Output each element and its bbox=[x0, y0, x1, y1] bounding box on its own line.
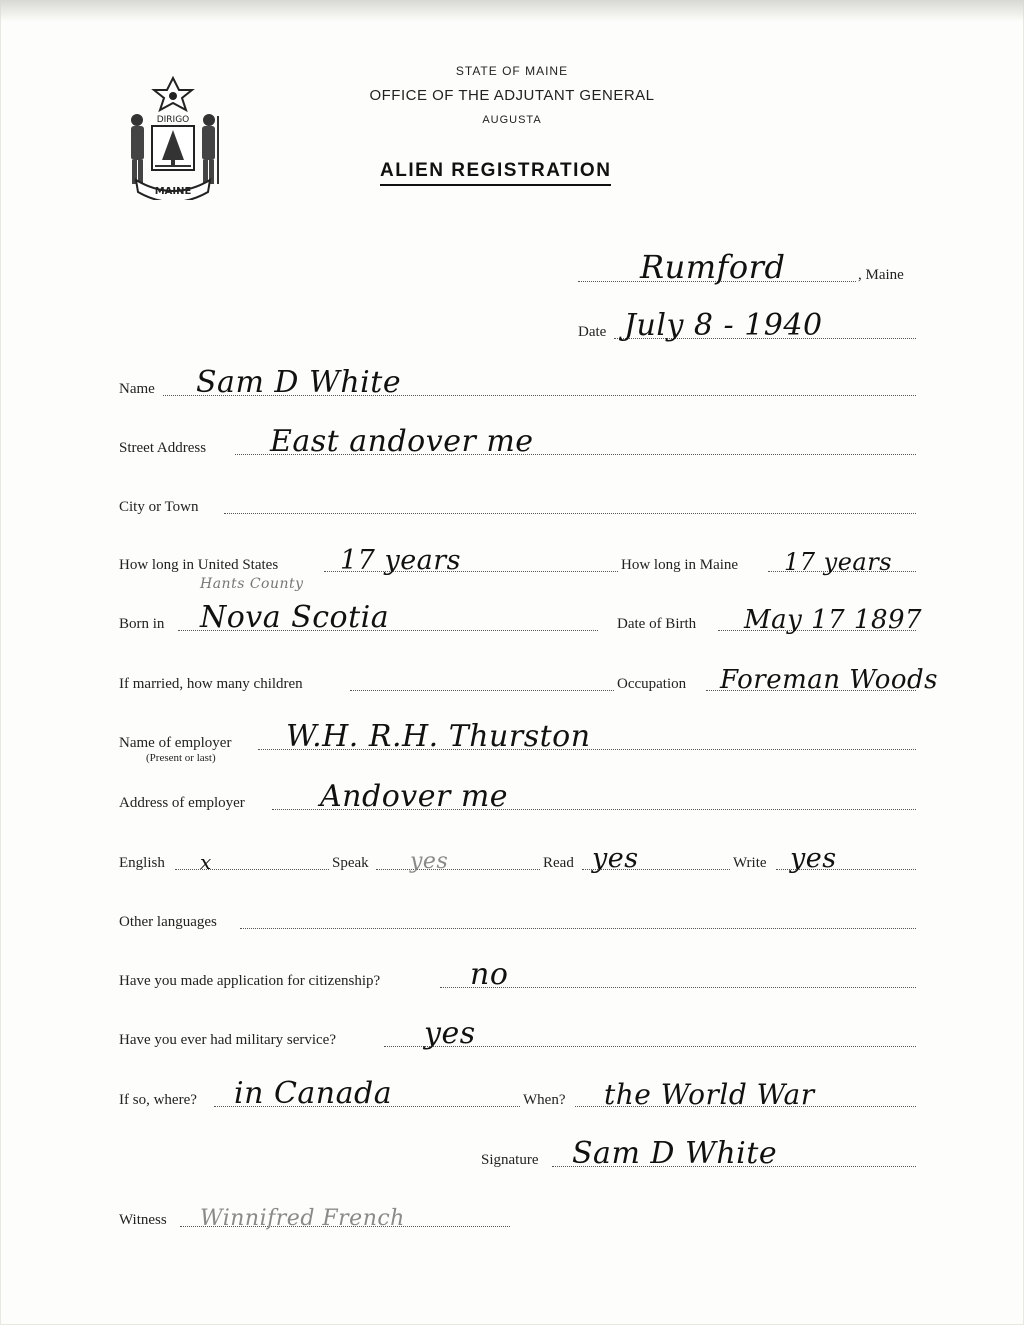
citizenship-value: no bbox=[470, 957, 509, 992]
street-value: East andover me bbox=[270, 424, 534, 459]
header-state: STATE OF MAINE bbox=[455, 64, 569, 78]
svg-text:DIRIGO: DIRIGO bbox=[156, 115, 190, 125]
place-field[interactable] bbox=[0, 248, 1024, 288]
city-label: City or Town bbox=[119, 499, 199, 515]
date-field[interactable] bbox=[0, 308, 1024, 345]
street-label: Street Address bbox=[119, 440, 207, 456]
us-years-value[interactable]: 17 years bbox=[340, 545, 462, 576]
birth-date-label: Date of Birth bbox=[617, 616, 697, 632]
military-value: yes bbox=[424, 1016, 476, 1051]
where-label: If so, where? bbox=[119, 1092, 197, 1108]
other-languages-field[interactable] bbox=[0, 905, 1024, 935]
born-value[interactable]: Nova Scotia bbox=[200, 600, 390, 635]
witness-field[interactable] bbox=[0, 1203, 1024, 1233]
witness-value: Winnifred French bbox=[200, 1206, 405, 1231]
when-value[interactable]: the World War bbox=[604, 1078, 815, 1111]
form-title: ALIEN REGISTRATION bbox=[380, 160, 611, 186]
header-city: AUGUSTA bbox=[482, 114, 542, 126]
read-value[interactable]: yes bbox=[592, 843, 639, 874]
employer-address-field[interactable] bbox=[0, 779, 1024, 816]
svg-text:MAINE: MAINE bbox=[154, 186, 192, 197]
employer-address-value: Andover me bbox=[320, 779, 509, 814]
occupation-value[interactable]: Foreman Woods bbox=[720, 665, 939, 695]
born-label: Born in bbox=[119, 616, 165, 632]
service-row bbox=[0, 1076, 1024, 1113]
when-label: When? bbox=[523, 1092, 566, 1108]
witness-label: Witness bbox=[119, 1212, 167, 1228]
signature-label: Signature bbox=[481, 1152, 539, 1168]
residence-duration-row bbox=[0, 545, 1024, 578]
children-label: If married, how many children bbox=[119, 676, 303, 692]
birth-row bbox=[0, 600, 1024, 637]
street-field[interactable] bbox=[0, 424, 1024, 461]
write-value[interactable]: yes bbox=[790, 843, 837, 874]
military-label: Have you ever had military service? bbox=[119, 1032, 336, 1048]
citizenship-field[interactable] bbox=[0, 957, 1024, 994]
maine-years-value[interactable]: 17 years bbox=[784, 548, 893, 576]
read-label: Read bbox=[543, 855, 574, 871]
birth-date-value[interactable]: May 17 1897 bbox=[744, 605, 923, 635]
employer-address-label: Address of employer bbox=[119, 795, 245, 811]
speak-value[interactable]: yes bbox=[410, 849, 449, 874]
where-value[interactable]: in Canada bbox=[234, 1076, 393, 1111]
signature-field[interactable] bbox=[0, 1136, 1024, 1173]
employer-label: Name of employer bbox=[119, 735, 232, 751]
header-office: OFFICE OF THE ADJUTANT GENERAL bbox=[369, 87, 655, 104]
english-label: English bbox=[119, 855, 165, 871]
date-value: July 8 - 1940 bbox=[624, 308, 823, 343]
english-value[interactable]: x bbox=[200, 850, 212, 874]
place-suffix: , Maine bbox=[858, 267, 904, 283]
citizenship-label: Have you made application for citizenship? bbox=[119, 973, 381, 989]
employer-value: W.H. R.H. Thurston bbox=[286, 719, 591, 754]
date-label: Date bbox=[578, 324, 607, 340]
employer-sublabel: (Present or last) bbox=[146, 752, 216, 764]
signature-value: Sam D White bbox=[572, 1136, 778, 1171]
speak-label: Speak bbox=[332, 855, 369, 871]
scan-edge bbox=[0, 0, 1024, 22]
other-languages-label: Other languages bbox=[119, 914, 217, 930]
military-field[interactable] bbox=[0, 1016, 1024, 1053]
city-field[interactable] bbox=[0, 490, 1024, 520]
name-value: Sam D White bbox=[196, 365, 402, 400]
place-value: Rumford bbox=[640, 248, 786, 286]
name-label: Name bbox=[119, 381, 155, 397]
language-row bbox=[0, 843, 1024, 876]
write-label: Write bbox=[733, 855, 767, 871]
born-note: Hants County bbox=[200, 576, 304, 592]
occupation-label: Occupation bbox=[617, 676, 687, 692]
children-occupation-row bbox=[0, 667, 1024, 697]
us-years-label: How long in United States bbox=[119, 557, 279, 573]
maine-years-label: How long in Maine bbox=[621, 557, 739, 573]
name-field[interactable] bbox=[0, 365, 1024, 402]
